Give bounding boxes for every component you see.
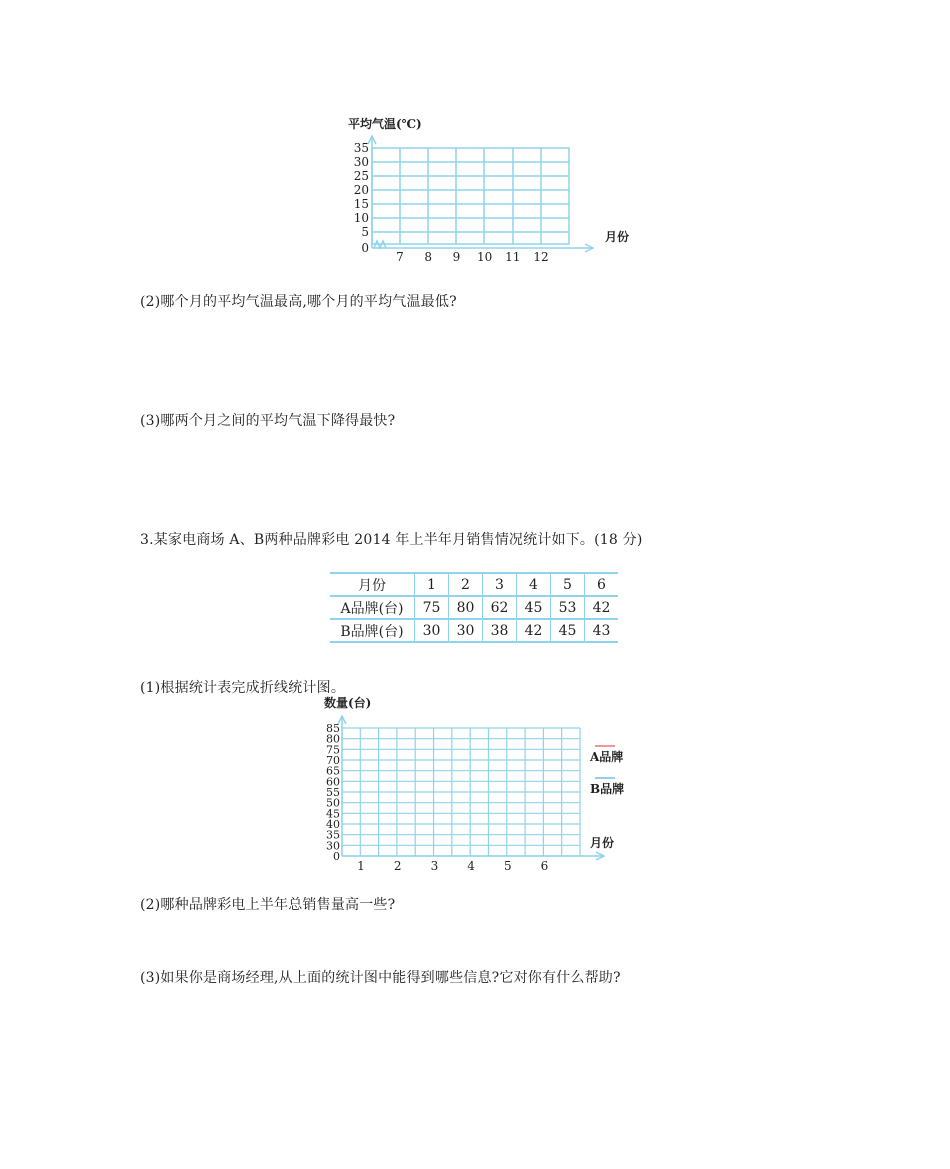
table-cell: 75 xyxy=(415,596,449,619)
question-3-3: (3)如果你是商场经理,从上面的统计图中能得到哪些信息?它对你有什么帮助? xyxy=(140,970,621,986)
table-cell: 1 xyxy=(415,573,449,596)
table-cell: 38 xyxy=(483,619,517,642)
table-cell: 80 xyxy=(449,596,483,619)
temperature-chart xyxy=(330,110,630,270)
y-tick-label: 85 xyxy=(326,722,340,735)
y-tick-label: 75 xyxy=(326,743,340,757)
y-tick-label: 15 xyxy=(353,197,369,211)
table-cell: 62 xyxy=(483,596,517,619)
chart1-axes xyxy=(368,136,593,252)
y-tick-label: 50 xyxy=(326,796,340,810)
y-tick-label: 10 xyxy=(353,211,369,225)
table-cell: 53 xyxy=(551,596,585,619)
y-tick-label: 0 xyxy=(333,850,340,863)
y-tick-label: 70 xyxy=(326,754,340,767)
question-3-title: 3.某家电商场 A、B两种品牌彩电 2014 年上半年月销售情况统计如下。(18 分) xyxy=(140,532,643,548)
chart2-grid xyxy=(342,728,580,856)
sales-table xyxy=(330,572,618,643)
table-cell: 6 xyxy=(585,573,619,596)
x-tick-label: 3 xyxy=(430,859,439,873)
chart1-grid xyxy=(372,148,569,244)
y-tick-label: 25 xyxy=(353,169,369,183)
legend-a-label: A品牌 xyxy=(590,750,624,764)
table-cell: 43 xyxy=(585,619,619,642)
chart2-axes xyxy=(338,716,604,860)
table-cell: 3 xyxy=(483,573,517,596)
x-tick-label: 12 xyxy=(533,250,549,264)
table-cell: A品牌(台) xyxy=(330,596,415,619)
x-tick-label: 10 xyxy=(476,250,493,264)
table-cell: 5 xyxy=(551,573,585,596)
y-tick-label: 0 xyxy=(361,241,369,255)
y-tick-label: 5 xyxy=(361,225,369,239)
question-2-3: (3)哪两个月之间的平均气温下降得最快? xyxy=(140,413,396,429)
y-tick-label: 20 xyxy=(353,183,369,197)
chart2-ylabel: 数量(台) xyxy=(324,696,372,710)
table-header-row xyxy=(330,573,618,596)
table-cell: 4 xyxy=(517,573,551,596)
table-cell: 42 xyxy=(517,619,551,642)
y-tick-label: 40 xyxy=(326,818,340,831)
x-tick-label: 8 xyxy=(424,250,433,264)
chart2-xlabel: 月份 xyxy=(590,836,615,850)
x-tick-label: 2 xyxy=(393,859,402,873)
y-tick-label: 30 xyxy=(326,839,340,853)
sales-chart xyxy=(318,692,628,874)
x-tick-label: 9 xyxy=(452,250,461,264)
x-tick-label: 4 xyxy=(467,859,475,873)
x-tick-label: 5 xyxy=(503,859,512,873)
y-tick-label: 55 xyxy=(326,786,340,799)
x-tick-label: 11 xyxy=(505,250,521,264)
table-cell: 30 xyxy=(415,619,449,642)
x-tick-label: 1 xyxy=(357,859,365,873)
question-3-1: (1)根据统计表完成折线统计图。 xyxy=(140,680,346,696)
table-cell: B品牌(台) xyxy=(330,619,415,642)
chart1-xlabel: 月份 xyxy=(605,230,630,244)
y-tick-label: 80 xyxy=(326,732,340,746)
table-cell: 42 xyxy=(585,596,619,619)
y-tick-label: 35 xyxy=(353,141,369,155)
x-tick-label: 6 xyxy=(540,859,549,873)
y-tick-label: 65 xyxy=(326,764,340,778)
table-row xyxy=(330,619,618,642)
y-tick-label: 45 xyxy=(326,807,340,821)
question-2-2: (2)哪个月的平均气温最高,哪个月的平均气温最低? xyxy=(140,294,457,310)
table-cell: 30 xyxy=(449,619,483,642)
x-tick-label: 7 xyxy=(396,250,404,264)
table-row xyxy=(330,596,618,619)
y-tick-label: 30 xyxy=(353,155,369,169)
table-cell: 45 xyxy=(517,596,551,619)
table-cell: 45 xyxy=(551,619,585,642)
chart1-ylabel: 平均气温(℃) xyxy=(348,117,422,131)
y-tick-label: 60 xyxy=(326,775,340,789)
table-cell: 月份 xyxy=(330,573,415,596)
legend-b-label: B品牌 xyxy=(590,782,625,796)
y-tick-label: 35 xyxy=(326,828,340,842)
question-3-2: (2)哪种品牌彩电上半年总销售量高一些? xyxy=(140,897,396,913)
table-cell: 2 xyxy=(449,573,483,596)
